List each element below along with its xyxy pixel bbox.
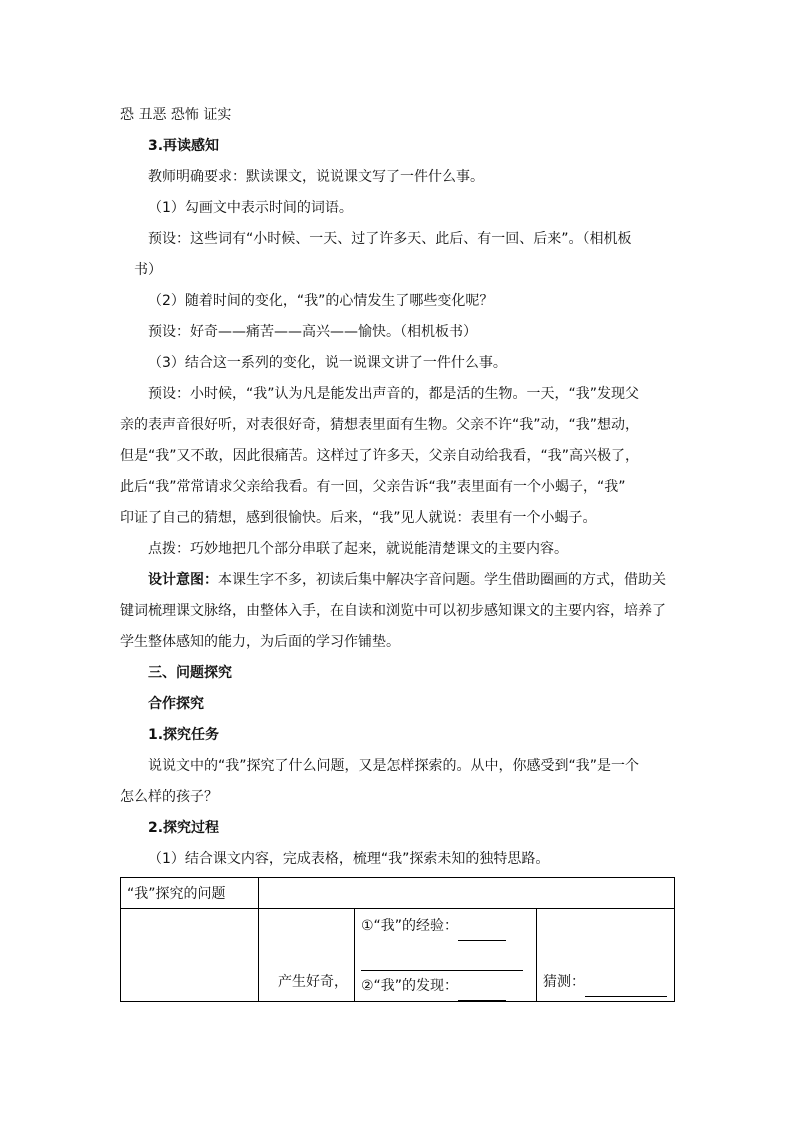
task-line-2: 怎么样的孩子？ (120, 789, 218, 805)
design-intent-line-1 (120, 565, 675, 596)
preset-3-line-5: 印证了自己的猜想，感到很愉快。后来，“我”见人就说：表里有一个小蝎子。 (120, 510, 597, 526)
curious-cell (259, 909, 355, 1002)
preset-3-line-2: 亲的表声音很好听，对表很好奇，猜想表里面有生物。父亲不许“我”动，“我”想动， (120, 417, 640, 433)
section-3-heading: 三、问题探究 (148, 665, 232, 681)
guess-cell[interactable] (537, 909, 675, 1002)
cooperative-heading: 合作探究 (148, 696, 204, 712)
vocab-line: 恐 丑恶 恐怖 证实 (120, 107, 232, 123)
exploration-table (120, 877, 675, 1002)
preset-1-continued: 书） (134, 262, 162, 278)
guess-line (543, 967, 668, 997)
preset-3-line-3: 但是“我”又不敢，因此很痛苦。这样过了许多天，父亲自动给我看，“我”高兴极了， (120, 448, 640, 464)
discovery-blank[interactable] (458, 986, 506, 1001)
task-heading: 1.探究任务 (148, 727, 220, 743)
question-1: （1）勾画文中表示时间的词语。 (148, 200, 353, 216)
preset-3-line-4: 此后“我”常常请求父亲给我看。有一回，父亲告诉“我”表里面有一个小蝎子，“我” (120, 479, 626, 495)
preset-1: 预设：这些词有“小时候、一天、过了许多天、此后、有一回、后来”。（相机板 (148, 231, 632, 247)
teacher-requirement: 教师明确要求：默读课文，说说课文写了一件什么事。 (148, 169, 484, 185)
header-label-cell (121, 878, 259, 909)
curious-text: 产生好奇， (278, 974, 348, 990)
design-intent-line-2: 键词梳理课文脉络，由整体入手，在自读和浏览中可以初步感知课文的主要内容，培养了 (120, 603, 666, 619)
question-2: （2）随着时间的变化，“我”的心情发生了哪些变化呢？ (148, 293, 494, 309)
experience-discovery-cell[interactable] (355, 909, 537, 1002)
experience-line (361, 911, 530, 941)
problem-cell[interactable] (121, 909, 259, 1002)
table-body-row (121, 909, 675, 1002)
guess-label: 猜测： (543, 974, 585, 990)
preset-3-line-1: 预设：小时候，“我”认为凡是能发出声音的，都是活的生物。一天，“我”发现父 (148, 386, 640, 402)
question-3: （3）结合这一系列的变化，说一说课文讲了一件什么事。 (148, 355, 507, 371)
guess-blank[interactable] (585, 982, 667, 997)
header-answer-cell[interactable] (259, 878, 675, 909)
task-line-1: 说说文中的“我”探究了什么问题，又是怎样探索的。从中，你感受到“我”是一个 (148, 758, 640, 774)
process-question: （1）结合课文内容，完成表格，梳理“我”探索未知的独特思路。 (148, 851, 550, 867)
design-intent-label: 设计意图： (148, 572, 218, 588)
reread-heading: 3.再读感知 (148, 138, 220, 154)
discovery-label: ②“我”的发现： (361, 978, 459, 994)
experience-continued (361, 941, 530, 971)
header-label: “我”探究的问题 (127, 886, 226, 902)
experience-blank-2[interactable] (361, 956, 523, 971)
design-intent-text: 本课生字不多，初读后集中解决字音问题。学生借助圈画的方式，借助关 (218, 572, 666, 588)
tip-line: 点拨：巧妙地把几个部分串联了起来，就说能清楚课文的主要内容。 (148, 541, 568, 557)
table-header-row (121, 878, 675, 909)
process-heading: 2.探究过程 (148, 820, 220, 836)
design-intent-line-3: 学生整体感知的能力，为后面的学习作铺垫。 (120, 634, 400, 650)
document-body (120, 100, 675, 875)
experience-blank[interactable] (458, 926, 506, 941)
preset-2: 预设：好奇——痛苦——高兴——愉快。（相机板书） (148, 324, 477, 340)
experience-label: ①“我”的经验： (361, 918, 459, 934)
discovery-line (361, 971, 530, 1001)
